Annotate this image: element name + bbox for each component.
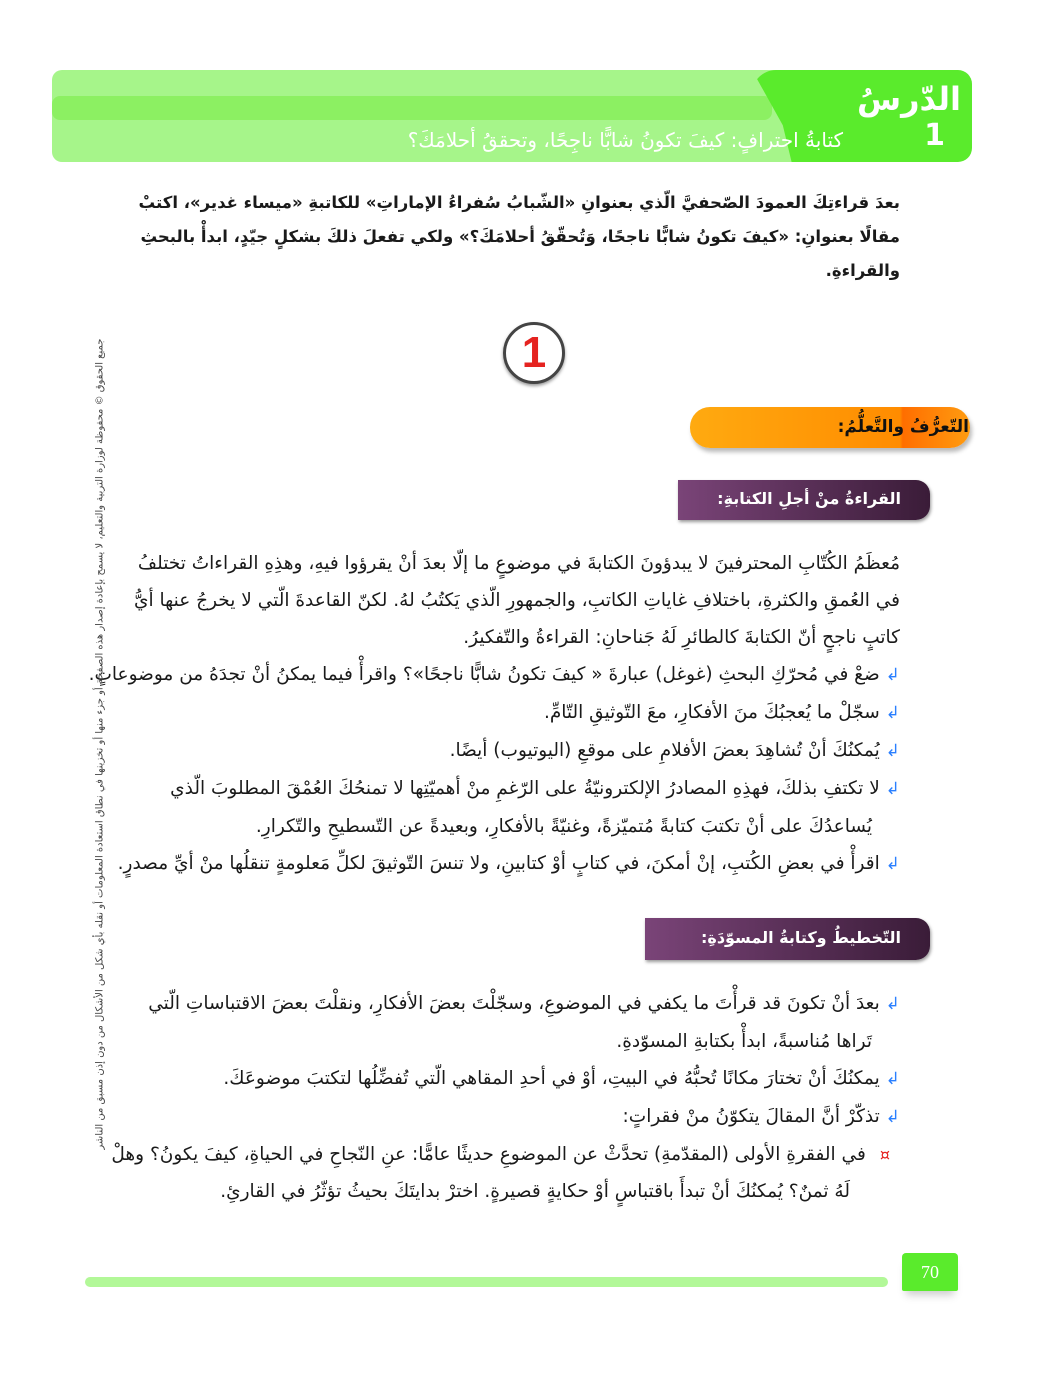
list-item-text: اقرأْ في بعضِ الكُتبِ، إنْ أمكنَ، في كتابٍ أوْ كتابينِ، ولا تنسَ التّوثيقَ لكلِّ مَعلومةٍ تنقلُها منْ أيِّ مصدرٍ.	[117, 853, 880, 874]
list-item	[165, 1098, 900, 1136]
list-item-text: يُمكنُكَ أنْ تُشاهِدَ بعضَ الأفلامِ على موقعِ (اليوتيوب) أيضًا.	[449, 740, 880, 761]
list-item-text: بعدَ أنْ تكونَ قد قرأْتَ ما يكفي في الموضوعِ، وسجّلْتَ بعضَ الأفكارِ، ونقلْتَ بعضَ الاقتباساتِ الّتي	[148, 993, 880, 1014]
list-item-text: يمكنُكَ أنْ تختارَ مكانًا تُحبُّهُ في البيتِ، أوْ في أحدِ المقاهي الّتي تُفضِّلُها لتكتبَ موضوعَكَ.	[223, 1068, 880, 1089]
page-number: 70	[902, 1253, 958, 1291]
section2-content	[111, 985, 900, 1210]
lesson-label: الدّرسُ	[856, 80, 961, 118]
section2-title: التّخطيطُ وكتابةُ المسوّدَةِ:	[700, 928, 901, 947]
list-item-text: لا تكتفِ بذلكَ، فهذِهِ المصادرُ الإلكترونيّةُ على الرّغمِ منْ أهميّتِها لا تمنحُكَ العُمْقَ المطلوبَ الّذي	[170, 778, 880, 799]
sub-list-item	[111, 1136, 900, 1173]
lesson-title: كتابةُ احترافٍ: كيفَ تكونُ شابًّا ناجِحًا، وتحققُ أحلامَكَ؟	[407, 128, 843, 152]
section1-title: القراءةُ منْ أجلِ الكتابةِ:	[717, 489, 901, 508]
list-item-text: سجّلْ ما يُعجبُكَ منَ الأفكارِ، معَ التّوثيقِ التّامِّ.	[543, 702, 880, 723]
list-item-text: تَراها مُناسبةً، ابدأْ بكتابةِ المسوّدةِ.	[616, 1031, 872, 1052]
list-item-text: في الفقرةِ الأولى (المقدّمةِ) تحدَّثْ عن الموضوعِ حديثًا عامًّا: عنِ النّجاحِ في الحياةِ، كيفَ يكونُ؟ وهلْ	[111, 1144, 866, 1165]
square-bullet-icon: ¤	[879, 1145, 890, 1164]
footer-bar	[85, 1277, 888, 1287]
list-item-text: يُساعدُكَ على أنْ تكتبَ كتابةً مُتميّزةً، وغنيّةً بالأفكارِ، وبعيدةً عن التّسطيحِ والتّكرارِ.	[255, 816, 872, 837]
section1-content	[88, 545, 900, 883]
step-number-badge: 1	[503, 322, 565, 384]
arrow-bullet-icon: ↲	[885, 1107, 900, 1127]
paragraph-line: مُعظَمُ الكُتّابِ المحترفينَ لا يبدؤونَ الكتابةَ في موضوعٍ ما إلّا بعدَ أنْ يقرؤوا فيهِ، وهذِهِ القراءاتُ تختلفُ	[137, 553, 900, 574]
arrow-bullet-icon: ↲	[885, 1069, 900, 1089]
paragraph-line: في العُمقِ والكثرةِ، باختلافِ غاياتِ الكاتبِ، والجمهورِ الّذي يَكتُبُ لهُ. لكنّ القاعدةَ الّتي لا يخرجُ عنها أيُّ	[133, 590, 900, 611]
intro-paragraph	[138, 186, 900, 288]
list-item	[165, 694, 900, 732]
arrow-bullet-icon: ↲	[885, 994, 900, 1014]
list-item-text: ضعْ في مُحرّكِ البحثِ (غوغل) عبارةَ « كيفَ تكونُ شابًّا ناجحًا»؟ واقرأْ فيما يمكنُ أنْ تجدَهُ من موضوعاتٍ.	[88, 664, 880, 685]
arrow-bullet-icon: ↲	[885, 665, 900, 685]
intro-line: بعدَ قراءتِكَ العمودَ الصّحفيَّ الّذي بعنوانِ «الشّبابُ سُفراءُ الإماراتِ» للكاتبةِ «ميساء غدير»، اكتبْ	[138, 193, 900, 212]
list-item-text: تذكّرْ أنَّ المقالَ يتكوّنُ منْ فقراتٍ:	[622, 1106, 880, 1127]
list-item	[165, 1060, 900, 1098]
paragraph-line: كاتبٍ ناجحٍ أنّ الكتابةَ كالطائرِ لَهُ جَناحانِ: القراءةُ والتّفكيرُ.	[463, 627, 900, 648]
section-main-title: التّعرُّفُ والتَّعلُّمُ:	[837, 417, 969, 437]
list-item-text: لَهُ ثمنٌ؟ يُمكنُكَ أنْ تبدأَ باقتباسٍ أوْ حكايةٍ قصيرةٍ. اخترْ بدايتَكَ بحيثُ تؤثّرُ في القارئِ.	[220, 1181, 850, 1202]
list-item	[88, 656, 900, 694]
arrow-bullet-icon: ↲	[885, 741, 900, 761]
arrow-bullet-icon: ↲	[885, 779, 900, 799]
intro-line: مقالًا بعنوانِ: «كيفَ تكونُ شابًّا ناجحًا، وَتُحقّقُ أحلامَكَ؟» ولكي تفعلَ ذلكَ بشكلٍ جيّدٍ، ابدأْ بالبحثِ	[140, 227, 900, 246]
lesson-number: 1	[924, 118, 945, 153]
banner-stripe	[52, 96, 772, 120]
list-item	[165, 732, 900, 770]
list-item	[165, 770, 900, 808]
list-item	[148, 985, 900, 1023]
list-item	[117, 845, 900, 883]
intro-line: والقراءةِ.	[825, 261, 900, 280]
arrow-bullet-icon: ↲	[885, 854, 900, 874]
arrow-bullet-icon: ↲	[885, 703, 900, 723]
copyright-notice: جميع الحقوق © محفوظة لوزارة التربية والتعليم، لا يسمح بإعادة إصدار هذه الصفحة أو جزء منها أو تخزينها في نطاق استعادة المعلومات أو نقله بأي شكل من الأشكال من دون إذن مسبق من الناشر	[94, 338, 106, 1150]
